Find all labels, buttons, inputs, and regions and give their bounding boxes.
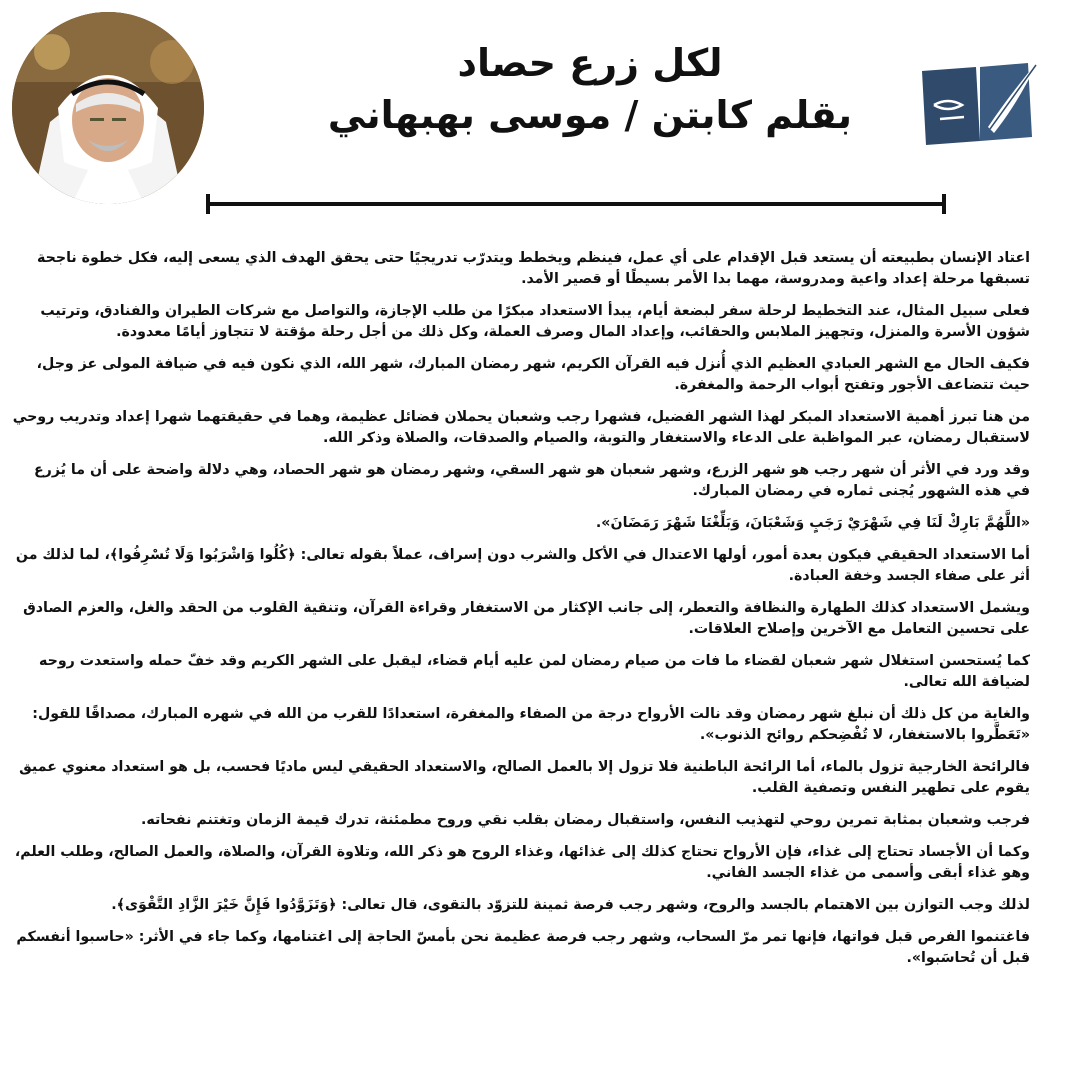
publisher-logo bbox=[918, 57, 1042, 147]
page-title: لكل زرع حصاد bbox=[457, 41, 723, 85]
author-byline: بقلم كابتن / موسى بهبهاني bbox=[327, 93, 853, 137]
paragraph: وكما أن الأجساد تحتاج إلى غذاء، فإن الأرواح تحتاج كذلك إلى غذائها، وغذاء الروح هو ذكر الله، وتلاوة القرآن، والصلاة، والعمل الصالح، وطلب العلم، وهو غذاء أبقى وأسمى من غذاء الجسد الفاني. bbox=[14, 844, 1030, 881]
paragraph: لذلك وجب التوازن بين الاهتمام بالجسد والروح، وشهر رجب فرصة ثمينة للتزوّد بالتقوى، قال تعالى: ﴿وَتَزَوَّدُوا فَإِنَّ خَيْرَ الزَّادِ التَّقْوَى﴾. bbox=[111, 897, 1030, 913]
paragraph: فعلى سبيل المثال، عند التخطيط لرحلة سفر لبضعة أيام، يبدأ الاستعداد مبكرًا من طلب الإجازة، والتواصل مع شركات الطيران والفنادق، وترتيب شؤون الأسرة والمنزل، وتجهيز الملابس والحقائب، وإعداد المال وصرف العملة، وكل ذلك من أجل رحلة مؤقتة لا تتجاوز أيامًا معدودة. bbox=[40, 303, 1030, 340]
paragraph: فرجب وشعبان بمثابة تمرين روحي لتهذيب النفس، واستقبال رمضان بقلب نقي وروح مطمئنة، تدرك قيمة الزمان وتغتنم نفحاته. bbox=[140, 812, 1030, 828]
author-photo bbox=[12, 12, 204, 204]
paragraph: والغاية من كل ذلك أن نبلغ شهر رمضان وقد نالت الأرواح درجة من الصفاء والمغفرة، استعدادًا للقرب من الله في شهره المبارك، مصداقًا للقول: «تَعَطَّروا بالاستغفار، لا تُفْضِحكم روائح الذنوب». bbox=[32, 706, 1030, 743]
article-body bbox=[12, 248, 1030, 969]
title-divider bbox=[206, 202, 946, 206]
paragraph: ويشمل الاستعداد كذلك الطهارة والنظافة والتعطر، إلى جانب الإكثار من الاستغفار وقراءة القرآن، وتنقية القلوب من الحقد والغل، والعزم الصادق على تحسين التعامل مع الآخرين وإصلاح العلاقات. bbox=[23, 600, 1030, 637]
paragraph: اعتاد الإنسان بطبيعته أن يستعد قبل الإقدام على أي عمل، فينظم ويخطط ويتدرّب تدريجيًا حتى يحقق الهدف الذي يسعى إليه، فكل خطوة ناجحة تسبقها مرحلة إعداد واعية ومدروسة، مهما بدا الأمر بسيطًا أو قصير الأمد. bbox=[37, 250, 1030, 287]
paragraph: وقد ورد في الأثر أن شهر رجب هو شهر الزرع، وشهر شعبان هو شهر السقي، وشهر رمضان هو شهر الحصاد، وهي دلالة واضحة على أن ما يُزرع في هذه الشهور يُجنى ثماره في رمضان المبارك. bbox=[33, 462, 1030, 499]
paragraph: فالرائحة الخارجية تزول بالماء، أما الرائحة الباطنية فلا تزول إلا بالعمل الصالح، والاستعداد الحقيقي ليس ماديًا فحسب، بل هو استعداد معنوي عميق يقوم على تطهير النفس وتصفية القلب. bbox=[19, 759, 1030, 796]
book-quill-icon bbox=[918, 57, 1042, 147]
dua-quote: «اللَّهُمَّ بَارِكْ لَنَا فِي شَهْرَيْ رَجَبٍ وَشَعْبَانَ، وَبَلِّغْنَا شَهْرَ رَمَضَانَ». bbox=[595, 515, 1030, 531]
paragraph: فاغتنموا الفرص قبل فواتها، فإنها تمر مرّ السحاب، وشهر رجب فرصة عظيمة نحن بأمسّ الحاجة إلى اغتنامها، وكما جاء في الأثر: «حاسبوا أنفسكم قبل أن تُحاسَبوا». bbox=[16, 929, 1030, 966]
paragraph: أما الاستعداد الحقيقي فيكون بعدة أمور، أولها الاعتدال في الأكل والشرب دون إسراف، عملاً بقوله تعالى: ﴿كُلُوا وَاشْرَبُوا وَلَا تُسْرِفُوا﴾، لما لذلك من أثر على صفاء الجسد وخفة العبادة. bbox=[15, 547, 1030, 584]
paragraph: فكيف الحال مع الشهر العبادي العظيم الذي أُنزل فيه القرآن الكريم، شهر رمضان المبارك، شهر الله، الذي نكون فيه في ضيافة المولى عز وجل، حيث تتضاعف الأجور وتفتح أبواب الرحمة والمغفرة. bbox=[36, 356, 1030, 393]
paragraph: من هنا تبرز أهمية الاستعداد المبكر لهذا الشهر الفضيل، فشهرا رجب وشعبان يحملان فضائل عظيمة، وهما في حقيقتهما شهرا إعداد وتدريب روحي لاستقبال رمضان، عبر المواظبة على الدعاء والاستغفار والتوبة، والصيام والصدقات، والصلاة وذكر الله. bbox=[12, 409, 1030, 446]
paragraph: كما يُستحسن استغلال شهر شعبان لقضاء ما فات من صيام رمضان لمن عليه أيام قضاء، ليقبل على الشهر الكريم وقد خفّ حمله واستعدت روحه لضيافة الله تعالى. bbox=[39, 653, 1030, 690]
